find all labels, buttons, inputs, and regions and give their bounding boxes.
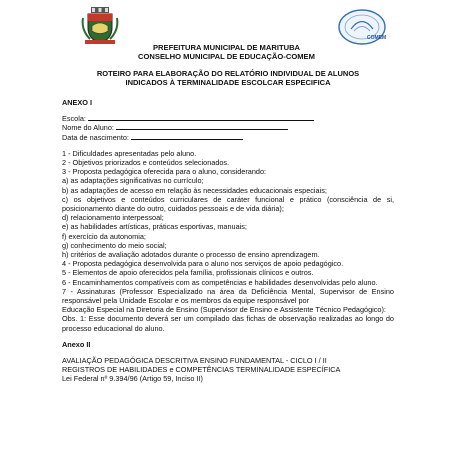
field-data-nascimento [62, 133, 394, 142]
field-escola [62, 114, 394, 123]
roteiro-line-2: INDICADOS À TERMINALIDADE ESCOLCAR ESPECIFICA [125, 78, 331, 87]
anexo-2-line: Lei Federal nº 9.394/96 (Artigo 59, Inciso II) [62, 374, 203, 384]
list-item: Obs. 1: Esse documento deverá ser um compilado das fichas de observação realizadas ao longo do processo educacional do aluno. [62, 314, 394, 333]
header-line-1: PREFEITURA MUNICIPAL DE MARITUBA [152, 43, 301, 52]
list-item: e) as habilidades artísticas, práticas esportivas, manuais; [62, 222, 247, 232]
municipal-crest-icon [80, 6, 120, 46]
field-escola-label: Escola: [62, 114, 86, 124]
header [0, 44, 453, 61]
list-item: h) critérios de avaliação adotados durante o processo de ensino aprendizagem. [62, 250, 320, 260]
list-item: a) as adaptações significativas no currículo; [62, 176, 204, 186]
anexo-2-line: REGISTROS DE HABILIDADES e COMPETÊNCIAS TERMINALIDADE ESPECÍFICA [62, 365, 341, 375]
anexo-1-title: ANEXO I [62, 98, 93, 107]
list-item: b) as adaptações de acesso em relação às necessidades educacionais especiais; [62, 185, 327, 195]
anexo-2-title: Anexo II [62, 339, 91, 349]
document-body [62, 98, 394, 384]
field-nome-aluno [62, 123, 394, 132]
list-item: 5 - Elementos de apoio oferecidos pela família, profissionais clínicos e outros. [62, 268, 314, 278]
list-item: d) relacionamento interpessoal; [62, 213, 164, 223]
roteiro-title [48, 69, 408, 87]
list-item: g) conhecimento do meio social; [62, 240, 167, 250]
header-line-2: CONSELHO MUNICIPAL DE EDUCAÇÃO-COMEM [138, 51, 315, 61]
list-item: 6 - Encaminhamentos compatíveis com as competências e habilidades desenvolvidas pelo aluno. [62, 277, 378, 287]
list-item: 2 - Objetivos priorizados e conteúdos selecionados. [62, 158, 230, 168]
field-data-nascimento-label: Data de nascimento: [62, 132, 129, 142]
list-item: 4 - Proposta pedagógica desenvolvida para o aluno nos serviços de apoio pedagógico. [62, 259, 344, 269]
field-data-nascimento-line [131, 133, 243, 140]
comem-seal-icon [337, 8, 387, 46]
field-nome-aluno-line [116, 123, 288, 130]
field-nome-aluno-label: Nome do Aluno: [62, 123, 114, 133]
list-item: 1 - Dificuldades apresentadas pelo aluno. [62, 148, 197, 158]
seal-label: COMEM [367, 35, 387, 41]
field-escola-line [88, 114, 314, 121]
list-item: 3 - Proposta pedagógica oferecida para o aluno, considerando: [62, 167, 267, 177]
list-item: Educação Especial na Diretoria de Ensino (Supervisor de Ensino e Assistente Técnico Pedagógico): [62, 305, 386, 315]
list-item: 7 - Assinaturas (Professor Especializado na área da Deficiência Mental, Supervisor de Ensino responsável pela Unidade Escolar e os membros da equipe responsável por [62, 286, 394, 306]
roteiro-line-1: ROTEIRO PARA ELABORAÇÃO DO RELATÓRIO INDIVIDUAL DE ALUNOS [96, 69, 360, 78]
list-item: c) os objetivos e conteúdos curriculares de caráter funcional e prático (consciência de si, posicionamento diante do outro, cuidados pessoais e de vida diária); [62, 194, 394, 214]
anexo-2-line: AVALIAÇÃO PEDAGÓGICA DESCRITIVA ENSINO FUNDAMENTAL - CICLO I / II [62, 356, 327, 366]
list-item: f) exercício da autonomia; [62, 231, 146, 241]
